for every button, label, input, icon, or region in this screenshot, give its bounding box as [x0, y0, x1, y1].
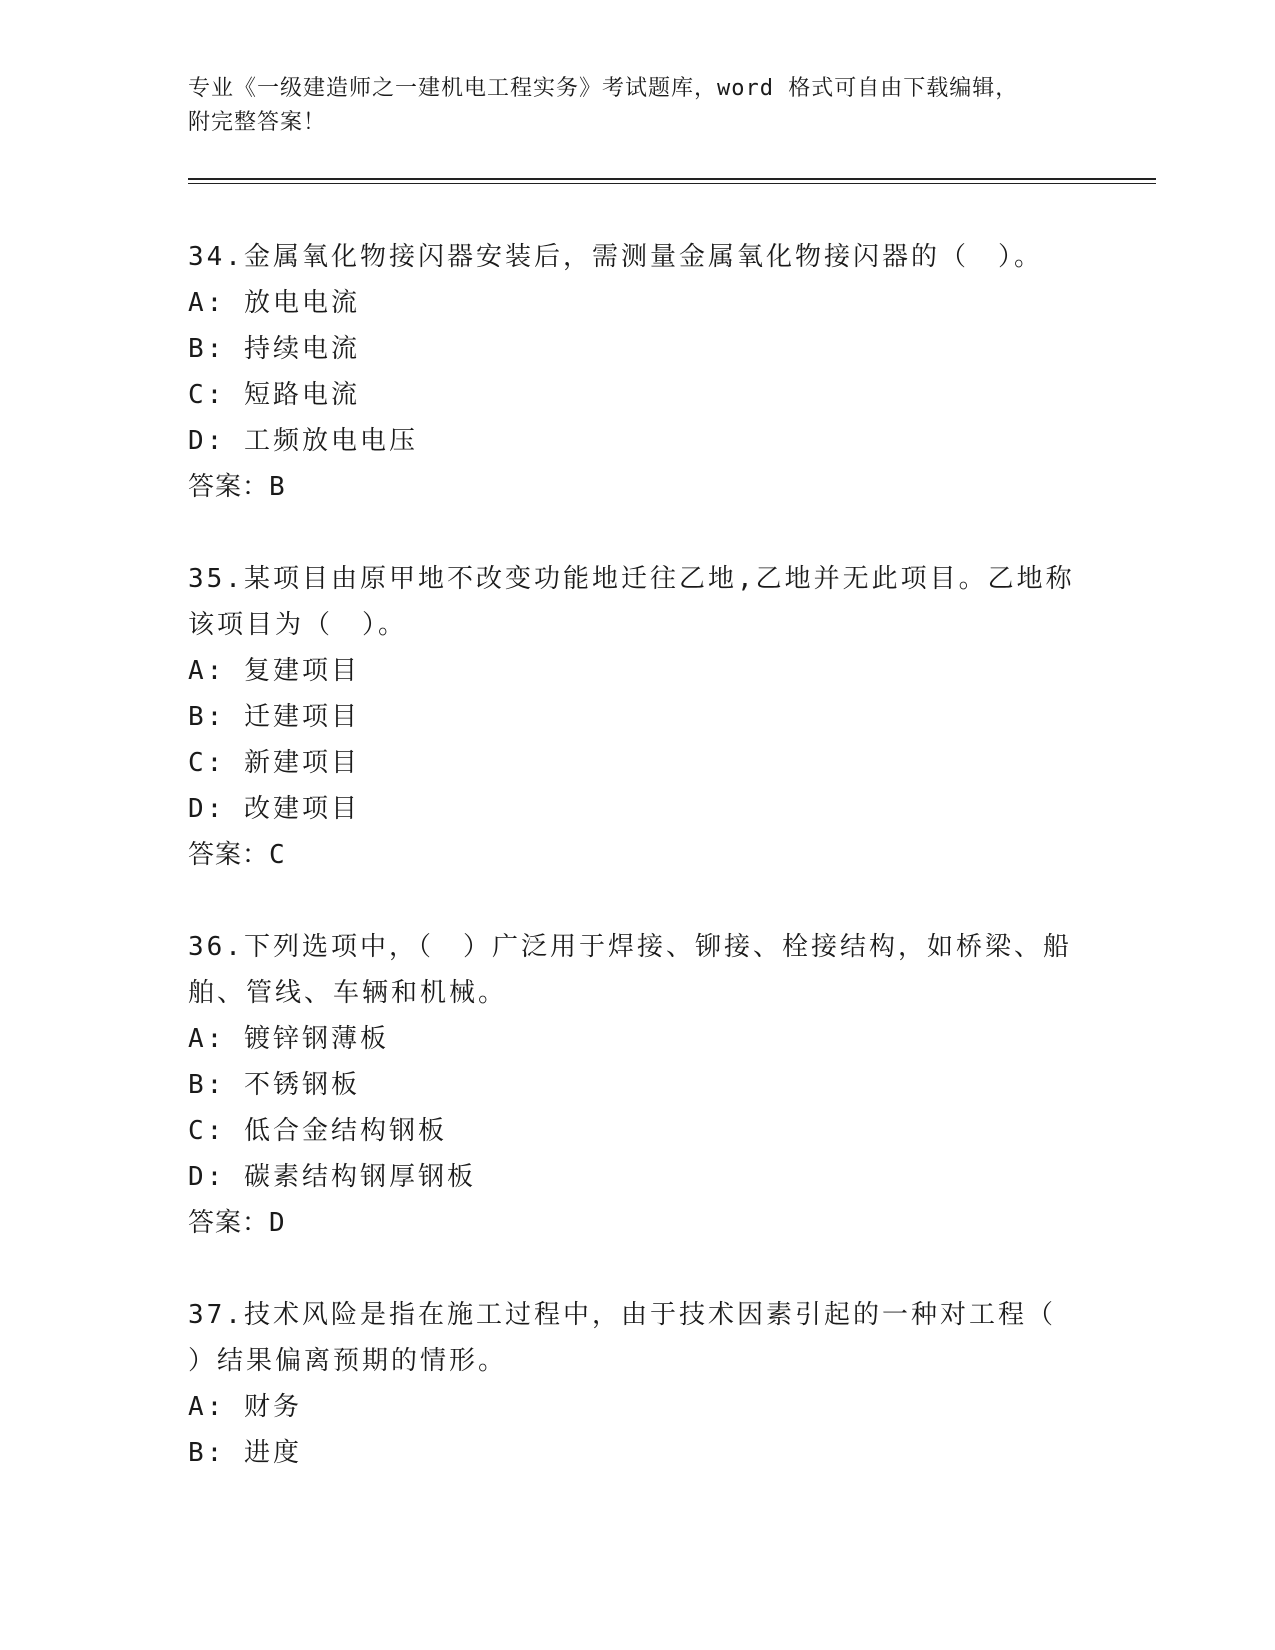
question-36 [188, 924, 1088, 1246]
question-stem: 34.金属氧化物接闪器安装后，需测量金属氧化物接闪器的（ ）。 [188, 242, 1043, 272]
header-divider [188, 178, 1156, 184]
question-stem-continued: 舶、管线、车辆和机械。 [188, 978, 508, 1008]
answer: 答案：B [188, 472, 286, 502]
option-a: A: 镀锌钢薄板 [188, 1024, 389, 1054]
option-d: D: 改建项目 [188, 794, 360, 824]
question-stem-continued: ）结果偏离预期的情形。 [188, 1346, 508, 1376]
question-stem-continued: 该项目为（ ）。 [188, 610, 408, 640]
question-34 [188, 234, 1088, 510]
option-b: B: 进度 [188, 1438, 302, 1468]
question-stem: 37.技术风险是指在施工过程中，由于技术因素引起的一种对工程（ [188, 1300, 1056, 1330]
question-35 [188, 556, 1088, 878]
question-stem: 36.下列选项中，（ ）广泛用于焊接、铆接、栓接结构，如桥梁、船 [188, 932, 1072, 962]
question-37 [188, 1292, 1088, 1476]
header-line-1: 专业《一级建造师之一建机电工程实务》考试题库，word 格式可自由下载编辑， [188, 76, 1019, 101]
question-list [188, 234, 1088, 1476]
answer: 答案：D [188, 1208, 286, 1238]
option-d: D: 碳素结构钢厚钢板 [188, 1162, 476, 1192]
option-c: C: 低合金结构钢板 [188, 1116, 447, 1146]
answer: 答案：C [188, 840, 286, 870]
question-gap [188, 878, 1088, 924]
option-c: C: 新建项目 [188, 748, 360, 778]
option-b: B: 持续电流 [188, 334, 360, 364]
question-gap [188, 510, 1088, 556]
document-header [188, 72, 1168, 140]
option-c: C: 短路电流 [188, 380, 360, 410]
question-stem: 35.某项目由原甲地不改变功能地迁往乙地,乙地并无此项目。乙地称 [188, 564, 1075, 594]
option-a: A: 财务 [188, 1392, 302, 1422]
option-a: A: 放电电流 [188, 288, 360, 318]
option-b: B: 迁建项目 [188, 702, 360, 732]
option-b: B: 不锈钢板 [188, 1070, 360, 1100]
question-gap [188, 1246, 1088, 1292]
option-a: A: 复建项目 [188, 656, 360, 686]
header-line-2: 附完整答案！ [188, 110, 327, 135]
option-d: D: 工频放电电压 [188, 426, 418, 456]
